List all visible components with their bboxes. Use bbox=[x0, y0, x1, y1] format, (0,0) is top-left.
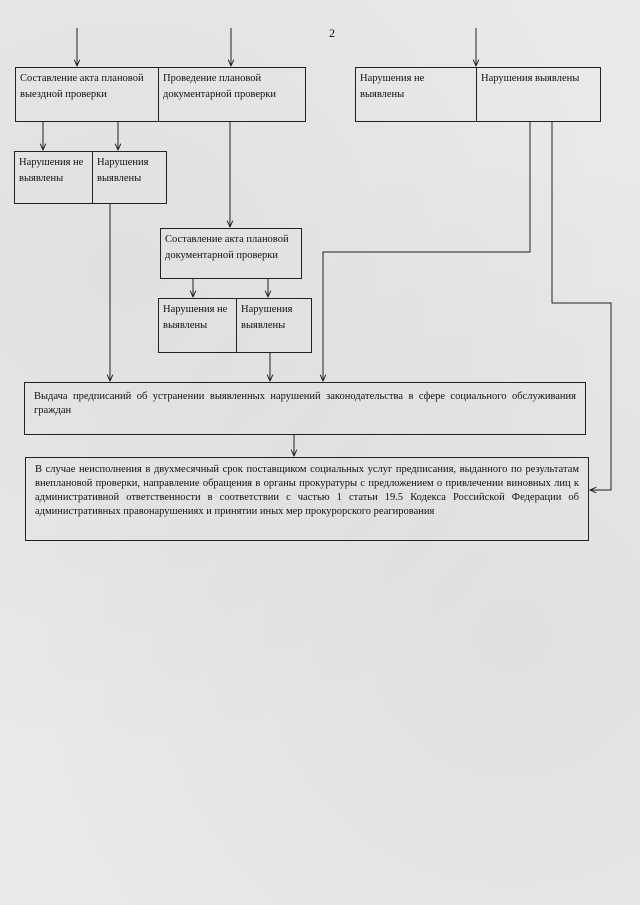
top-right-not-found-text: Нарушения не выявлены bbox=[360, 73, 425, 100]
arrow-top-right-found-to-non-execution bbox=[552, 122, 611, 490]
left-not-found-text: Нарушения не выявлены bbox=[19, 157, 84, 184]
act-documentary-text: Составление акта плановой документарной проверки bbox=[165, 234, 289, 261]
arrow-top-right-found-to-prescriptions bbox=[323, 122, 530, 381]
left-found-text: Нарушения выявлены bbox=[97, 157, 149, 184]
top-right-found-text: Нарушения выявлены bbox=[481, 73, 580, 84]
page-number: 2 bbox=[329, 26, 335, 40]
mid-not-found-text: Нарушения не выявлены bbox=[163, 304, 228, 331]
act-onsite-text: Составление акта плановой выездной проверки bbox=[20, 73, 144, 100]
documentary-check-text: Проведение плановой документарной проверки bbox=[163, 73, 276, 100]
mid-found-text: Нарушения выявлены bbox=[241, 304, 293, 331]
non-execution-text: В случае неисполнения в двухмесячный срок поставщиком социальных услуг предписания, выданного по результатам внеплановой проверки, направление обращения в органы прокуратуры с предложением о привлечении виновных лиц к административной ответственности в соответствии с частью 1 статьи 19.5 Кодекса Российской Федерации об административных правонарушениях и принятии иных мер прокурорского реагирования bbox=[35, 464, 579, 517]
prescriptions-text: Выдача предписаний об устранении выявленных нарушений законодательства в сфере социального обслуживания граждан bbox=[34, 391, 576, 416]
